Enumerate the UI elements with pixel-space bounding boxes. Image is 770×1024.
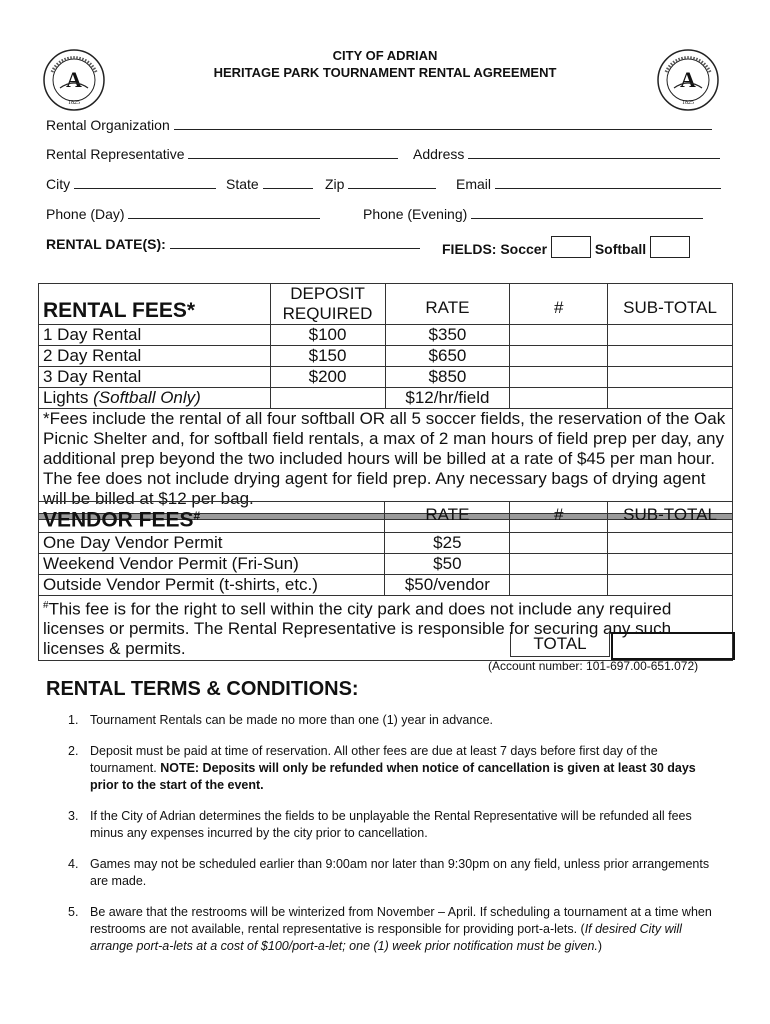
- deposit-value: $150: [270, 346, 385, 367]
- phone-evening-label: Phone (Evening): [363, 206, 468, 222]
- rate-value: $650: [385, 346, 510, 367]
- count-cell[interactable]: [510, 574, 608, 595]
- vendor-rate-header: RATE: [385, 502, 510, 533]
- city-line[interactable]: [74, 176, 216, 189]
- table-row: [39, 367, 733, 388]
- phone-evening-field[interactable]: [363, 206, 703, 222]
- representative-line[interactable]: [188, 146, 398, 159]
- email-line[interactable]: [495, 176, 721, 189]
- count-cell[interactable]: [510, 388, 608, 409]
- count-cell[interactable]: [510, 367, 608, 388]
- deposit-empty-cell: [270, 388, 385, 409]
- subtotal-cell[interactable]: [608, 532, 733, 553]
- soccer-checkbox[interactable]: [551, 236, 591, 258]
- email-label: Email: [456, 176, 492, 192]
- table-row: [39, 574, 733, 595]
- phone-day-label: Phone (Day): [46, 206, 125, 222]
- table-row: [39, 346, 733, 367]
- list-item: 4. Games may not be scheduled earlier than 9:00am nor later than 9:30pm on any field, unless prior arrangements are made.: [68, 857, 710, 888]
- doc-title-city: CITY OF ADRIAN: [332, 48, 438, 63]
- rental-dates-label: RENTAL DATE(S):: [46, 236, 166, 252]
- rental-dates-field[interactable]: [46, 236, 420, 252]
- rental-fees-heading: RENTAL FEES*: [39, 284, 271, 325]
- subtotal-cell[interactable]: [608, 367, 733, 388]
- city-label: City: [46, 176, 71, 192]
- zip-label: Zip: [325, 176, 345, 192]
- list-item: 2. Deposit must be paid at time of reservation. All other fees are due at least 7 days before first day of the tournament. NOTE: Deposits will only be refunded when notice of cancellation is given at least 30 days prior to the start of the event.: [68, 744, 696, 792]
- address-field[interactable]: [413, 146, 720, 162]
- organization-field[interactable]: [46, 117, 712, 133]
- doc-title-agreement: HERITAGE PARK TOURNAMENT RENTAL AGREEMENT: [213, 65, 557, 80]
- city-field[interactable]: [46, 176, 216, 192]
- state-field[interactable]: [226, 176, 313, 192]
- subtotal-cell[interactable]: [608, 574, 733, 595]
- vendor-fees-header-row: [39, 502, 733, 533]
- fields-choice: [442, 236, 690, 258]
- soccer-label: FIELDS: Soccer: [442, 241, 548, 257]
- vendor-subtotal-header: SUB-TOTAL: [608, 502, 733, 533]
- softball-checkbox[interactable]: [650, 236, 690, 258]
- email-field[interactable]: [456, 176, 721, 192]
- deposit-header: DEPOSIT REQUIRED: [270, 284, 385, 325]
- table-row: [39, 532, 733, 553]
- account-number: (Account number: 101-697.00-651.072): [488, 659, 699, 673]
- rental-footnote: *Fees include the rental of all four softball OR all 5 soccer fields, the reservation of the Oak Picnic Shelter and, for softball field rentals, a max of 2 man hours of field prep per day, any additional prep beyond the two included hours will be billed at a rate of $45 per man hour. The fee does not include drying agent for field prep. Any necessary bags of drying agent will be billed at $12 per bag.: [39, 409, 733, 514]
- subtotal-header: SUB-TOTAL: [608, 284, 733, 325]
- rental-dates-line[interactable]: [170, 236, 420, 249]
- list-item: 1. Tournament Rentals can be made no more than one (1) year in advance.: [68, 713, 494, 727]
- count-header: #: [510, 284, 608, 325]
- state-label: State: [226, 176, 259, 192]
- rate-header: RATE: [385, 284, 510, 325]
- lights-label: Lights (Softball Only): [39, 388, 271, 409]
- vendor-fees-heading: VENDOR FEES#: [39, 502, 385, 533]
- table-row: [39, 388, 733, 409]
- terms-heading: RENTAL TERMS & CONDITIONS:: [46, 678, 359, 700]
- vendor-label: Outside Vendor Permit (t-shirts, etc.): [39, 574, 385, 595]
- vendor-label: One Day Vendor Permit: [39, 532, 385, 553]
- rental-label: 3 Day Rental: [39, 367, 271, 388]
- subtotal-cell[interactable]: [608, 325, 733, 346]
- total-amount-box[interactable]: [611, 632, 735, 660]
- zip-field[interactable]: [325, 176, 436, 192]
- vendor-rate-value: $25: [385, 532, 510, 553]
- rental-footnote-row: [39, 409, 733, 514]
- vendor-footnote: #This fee is for the right to sell within the city park and does not include any required licenses or permits. The Rental Representative is responsible for securing any such licenses & permits.: [39, 595, 733, 661]
- svg-text:1825: 1825: [682, 100, 694, 106]
- softball-label: Softball: [594, 241, 647, 257]
- list-item: 5. Be aware that the restrooms will be winterized from November – April. If scheduling a tournament at a time when restrooms are not available, rental representative is responsible for providing port-a-lets. (If desired City will arrange port-a-lets at a cost of $100/port-a-let; one (1) week prior notification must be given.): [68, 905, 712, 953]
- organization-label: Rental Organization: [46, 117, 170, 133]
- phone-day-field[interactable]: [46, 206, 320, 222]
- rental-fees-header-row: [39, 284, 733, 325]
- count-cell[interactable]: [510, 532, 608, 553]
- deposit-value: $200: [270, 367, 385, 388]
- svg-text:A: A: [680, 67, 696, 92]
- table-row: [39, 553, 733, 574]
- rental-label: 1 Day Rental: [39, 325, 271, 346]
- svg-text:A: A: [66, 67, 82, 92]
- terms-list: [46, 712, 726, 969]
- organization-line[interactable]: [174, 117, 712, 130]
- phone-evening-line[interactable]: [471, 206, 703, 219]
- subtotal-cell[interactable]: [608, 346, 733, 367]
- subtotal-cell[interactable]: [608, 388, 733, 409]
- subtotal-cell[interactable]: [608, 553, 733, 574]
- phone-day-line[interactable]: [128, 206, 320, 219]
- address-line[interactable]: [468, 146, 720, 159]
- rate-value: $350: [385, 325, 510, 346]
- count-cell[interactable]: [510, 553, 608, 574]
- count-cell[interactable]: [510, 325, 608, 346]
- address-label: Address: [413, 146, 465, 162]
- svg-text:1825: 1825: [68, 100, 80, 106]
- vendor-count-header: #: [510, 502, 608, 533]
- zip-line[interactable]: [348, 176, 436, 189]
- total-label: TOTAL: [510, 632, 610, 657]
- deposit-value: $100: [270, 325, 385, 346]
- representative-field[interactable]: [46, 146, 398, 162]
- state-line[interactable]: [263, 176, 313, 189]
- rate-value: $12/hr/field: [385, 388, 510, 409]
- rate-value: $850: [385, 367, 510, 388]
- vendor-label: Weekend Vendor Permit (Fri-Sun): [39, 553, 385, 574]
- rental-label: 2 Day Rental: [39, 346, 271, 367]
- count-cell[interactable]: [510, 346, 608, 367]
- vendor-rate-value: $50: [385, 553, 510, 574]
- rental-fees-table: [38, 283, 733, 520]
- representative-label: Rental Representative: [46, 146, 185, 162]
- list-item: 3. If the City of Adrian determines the fields to be unplayable the Rental Representative will be refunded all fees minus any expenses incurred by the city prior to cancellation.: [68, 809, 692, 840]
- vendor-rate-value: $50/vendor: [385, 574, 510, 595]
- table-row: [39, 325, 733, 346]
